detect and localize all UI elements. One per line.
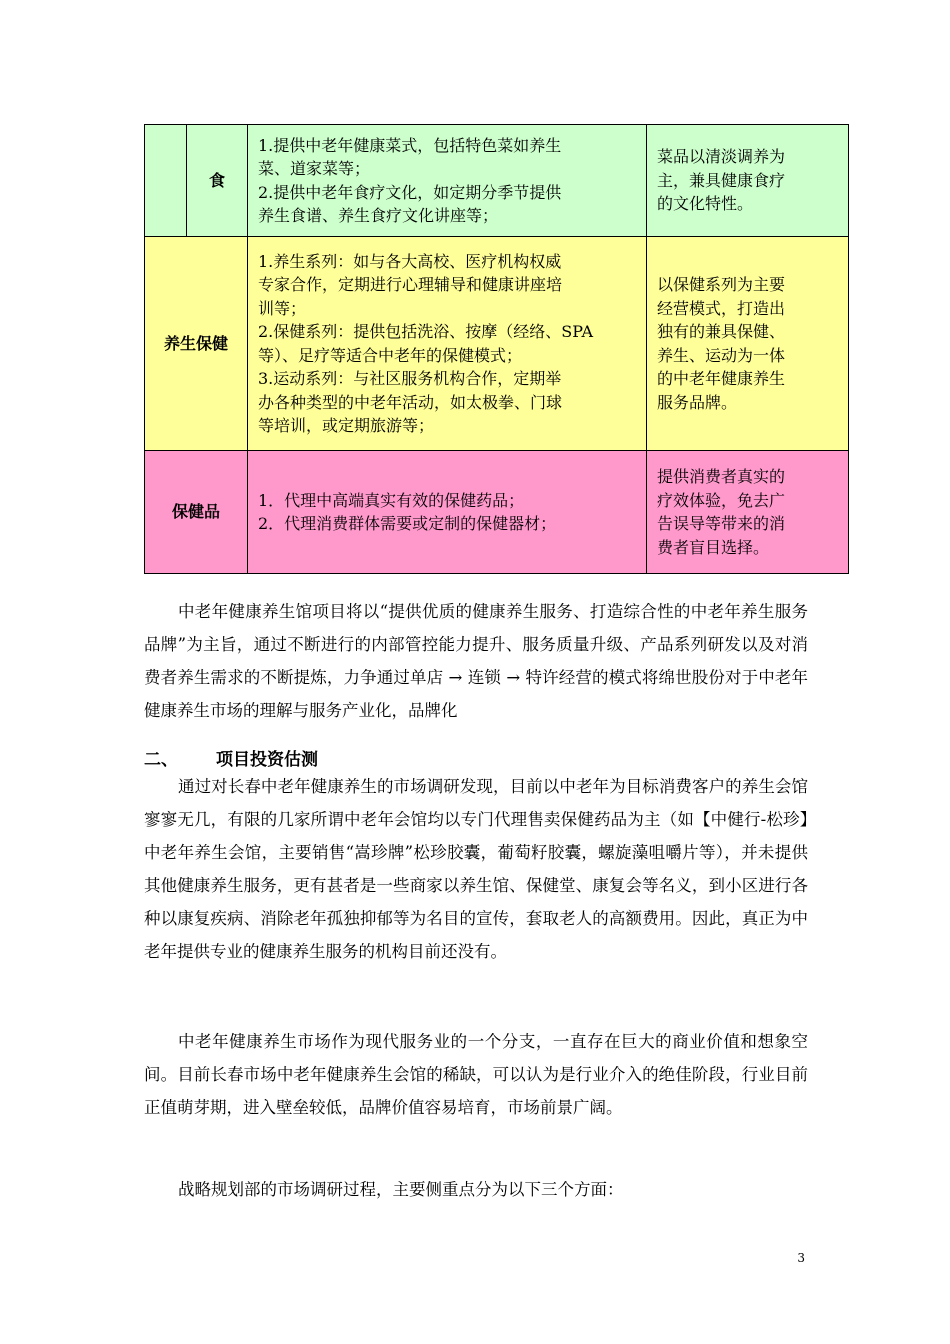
note-line: 主，兼具健康食疗: [657, 170, 786, 190]
table-row-health-products: [145, 451, 849, 574]
note-line: 疗效体验，免去广: [657, 490, 786, 510]
note-line: 独有的兼具保健、: [657, 322, 786, 341]
description-health-care: [248, 237, 647, 451]
paragraph-research-focus: 战略规划部的市场调研过程，主要侧重点分为以下三个方面：: [178, 1180, 624, 1199]
paragraph-market-research: 通过对长春中老年健康养生的市场调研发现，目前以中老年为目标消费客户的养生会馆寥寥无几，有限的几家所谓中老年会馆均以专门代理售卖保健药品为主（如【中健行-松珍】中老年养生会馆，主要销售“嵩珍牌”松珍胶囊，葡萄籽胶囊，螺旋藻咀嚼片等），并未提供其他健康养生服务，更有甚者是一些商家以养生馆、保健堂、康复会等名义，到小区进行各种以康复疾病、消除老年孤独抑郁等为名目的宣传，套取老人的高额费用。因此，真正为中老年提供专业的健康养生服务的机构目前还没有。: [144, 777, 808, 961]
section-heading: [144, 745, 318, 770]
description-food: [248, 125, 647, 237]
category-health-products: 保健品: [145, 451, 248, 574]
description-line: 养生食谱、养生食疗文化讲座等；: [258, 206, 499, 225]
service-table: [144, 124, 849, 574]
paragraph-market-potential: 中老年健康养生市场作为现代服务业的一个分支，一直存在巨大的商业价值和想象空间。目前长春市场中老年健康养生会馆的稀缺，可以认为是行业介入的绝佳阶段，行业目前正值萌芽期，进入壁垒较低，品牌价值容易培育，市场前景广阔。: [144, 1032, 808, 1117]
paragraph-project-aim: 中老年健康养生馆项目将以“提供优质的健康养生服务、打造综合性的中老年养生服务品牌”为主旨，通过不断进行的内部管控能力提升、服务质量升级、产品系列研发以及对消费者养生需求的不断提炼，力争通过单店 → 连锁 → 特许经营的模式将绵世股份对于中老年健康养生市场的理解与服务产业化，品牌化: [144, 602, 808, 720]
table-row-health-care: [145, 237, 849, 451]
category-food: 食: [187, 125, 248, 237]
note-line: 服务品牌。: [657, 392, 738, 412]
note-line: 的文化特性。: [657, 194, 754, 214]
description-line: 等培训，或定期旅游等；: [258, 416, 435, 435]
note-line: 经营模式，打造出: [657, 298, 786, 318]
description-line: 1.提供中老年健康菜式，包括特色菜如养生: [258, 135, 562, 155]
description-health-products: [248, 451, 647, 574]
page-number: 3: [797, 1251, 805, 1265]
description-line: 菜、道家菜等；: [258, 159, 371, 178]
note-line: 的中老年健康养生: [657, 369, 786, 388]
description-line: 2.保健系列：提供包括洗浴、按摩（经络、SPA: [258, 322, 594, 341]
section-title: 项目投资估测: [216, 750, 318, 770]
section-number: 二、: [144, 750, 178, 770]
note-line: 养生、运动为一体: [657, 345, 786, 365]
description-line: 办各种类型的中老年活动，如太极拳、门球: [258, 392, 563, 412]
description-line: 训等；: [258, 298, 307, 318]
table-row-food: [145, 125, 849, 237]
description-line: 2.提供中老年食疗文化，如定期分季节提供: [258, 182, 562, 202]
note-line: 以保健系列为主要: [657, 275, 786, 294]
indent-cell: [145, 125, 187, 237]
note-line: 费者盲目选择。: [657, 537, 770, 557]
category-health-care: 养生保健: [145, 237, 248, 451]
note-line: 菜品以清淡调养为: [657, 147, 786, 167]
description-line: 1.养生系列：如与各大高校、医疗机构权威: [258, 251, 562, 271]
note-health-care: [647, 237, 849, 451]
note-line: 提供消费者真实的: [657, 467, 786, 486]
note-health-products: [647, 451, 849, 574]
description-line: 1．代理中高端真实有效的保健药品；: [258, 490, 525, 510]
description-line: 3.运动系列：与社区服务机构合作，定期举: [258, 369, 562, 388]
note-line: 告误导等带来的消: [657, 514, 786, 533]
description-line: 2．代理消费群体需要或定制的保健器材；: [258, 514, 557, 533]
note-food: [647, 125, 849, 237]
description-line: 专家合作，定期进行心理辅导和健康讲座培: [258, 275, 563, 294]
description-line: 等）、足疗等适合中老年的保健模式；: [258, 345, 523, 365]
